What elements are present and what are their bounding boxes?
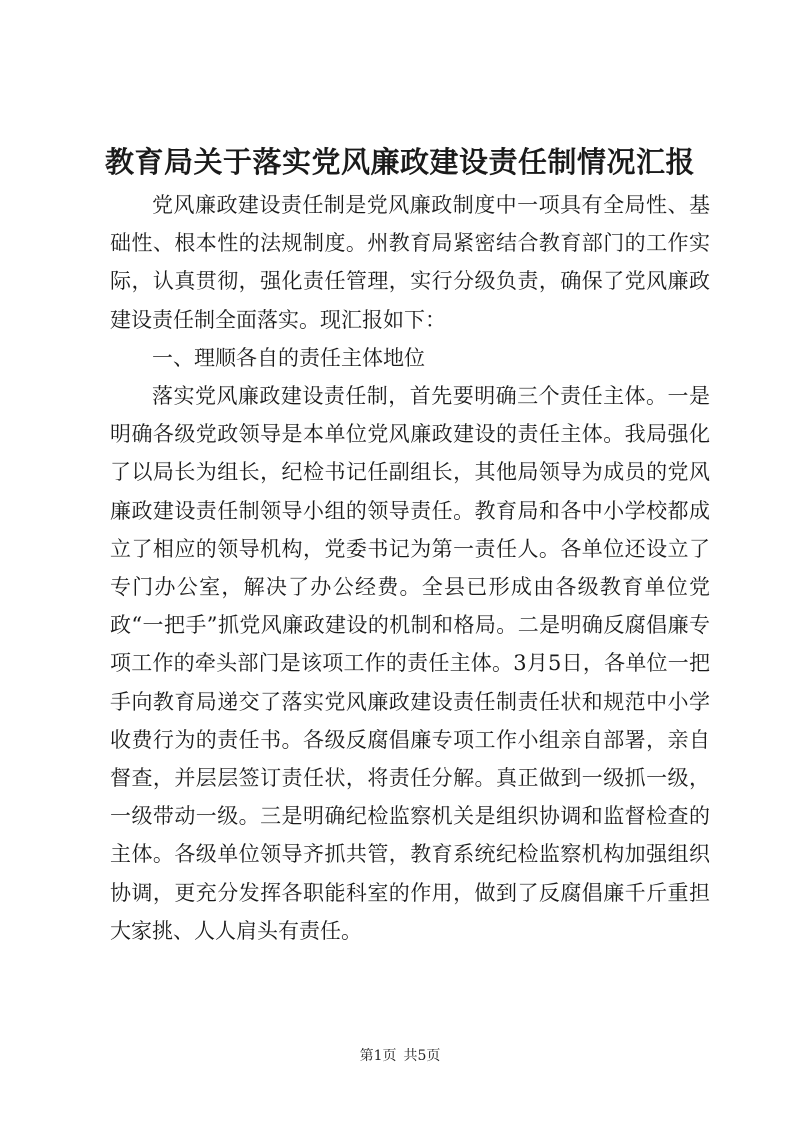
intro-paragraph: 党风廉政建设责任制是党风廉政制度中一项具有全局性、基础性、根本性的法规制度。州教育局紧密结合教育部门的工作实际，认真贯彻，强化责任管理，实行分级负责，确保了党风廉政建设责任制全面落实。现汇报如下： xyxy=(110,193,710,332)
section-heading: 一、理顺各自的责任主体地位 xyxy=(152,345,425,370)
section-paragraph: 落实党风廉政建设责任制，首先要明确三个责任主体。一是明确各级党政领导是本单位党风廉政建设的责任主体。我局强化了以局长为组长，纪检书记任副组长，其他局领导为成员的党风廉政建设责任制领导小组的领导责任。教育局和各中小学校都成立了相应的领导机构，党委书记为第一责任人。各单位还设立了专门办公室，解决了办公经费。全县已形成由各级教育单位党政“一把手”抓党风廉政建设的机制和格局。二是明确反腐倡廉专项工作的牵头部门是该项工作的责任主体。3月5日，各单位一把手向教育局递交了落实党风廉政建设责任制责任状和规范中小学收费行为的责任书。各级反腐倡廉专项工作小组亲自部署，亲自督查，并层层签订责任状，将责任分解。真正做到一级抓一级，一级带动一级。三是明确纪检监察机关是组织协调和监督检查的主体。各级单位领导齐抓共管，教育系统纪检监察机构加强组织协调，更充分发挥各职能科室的作用，做到了反腐倡廉千斤重担大家挑、人人肩头有责任。 xyxy=(110,384,710,943)
page-total: 共5页 xyxy=(403,1048,441,1064)
page-number: 第1页 xyxy=(359,1048,397,1064)
document-title: 教育局关于落实党风廉政建设责任制情况汇报 xyxy=(104,145,695,179)
page-footer xyxy=(0,1046,800,1066)
document-body xyxy=(110,186,710,950)
